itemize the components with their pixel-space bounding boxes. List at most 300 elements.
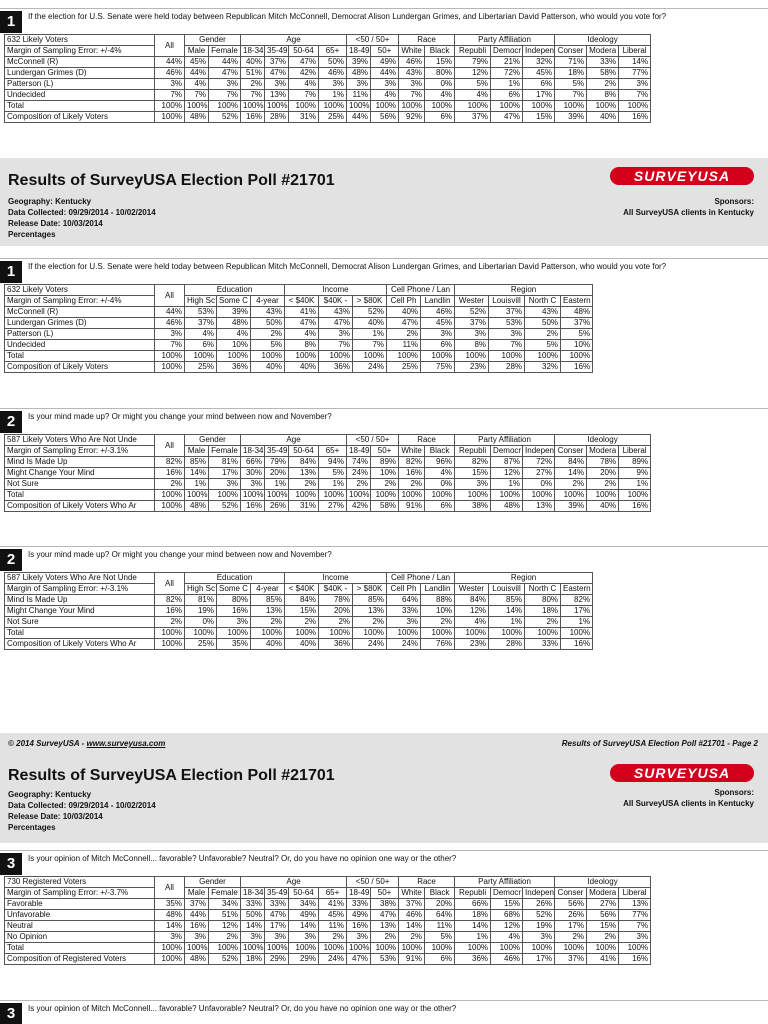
table-cell: 42%: [347, 501, 371, 512]
group-header: Ideology: [555, 35, 651, 46]
table-cell: 53%: [185, 307, 217, 318]
table-cell: 85%: [185, 457, 209, 468]
table-cell: 24%: [387, 639, 421, 650]
table-cell: 48%: [217, 318, 251, 329]
table-cell: 100%: [155, 943, 185, 954]
table-cell: 100%: [319, 628, 353, 639]
column-header: 18-34: [241, 446, 265, 457]
table-cell: 80%: [425, 68, 455, 79]
table-cell: 18%: [525, 606, 561, 617]
table-cell: 26%: [555, 910, 587, 921]
column-header: < $40K: [285, 584, 319, 595]
table-cell: 100%: [425, 490, 455, 501]
table-cell: 1%: [619, 479, 651, 490]
table-cell: 100%: [265, 490, 289, 501]
table-row: [5, 910, 651, 921]
table-row: [5, 490, 651, 501]
group-header-row: [5, 877, 651, 888]
table-cell: 100%: [491, 943, 523, 954]
table-cell: 37%: [185, 318, 217, 329]
table-cell: 80%: [217, 595, 251, 606]
group-header-row: [5, 435, 651, 446]
table-cell: 24%: [347, 468, 371, 479]
page-footer: [0, 733, 768, 755]
table-cell: 48%: [185, 112, 209, 123]
table-cell: 100%: [155, 639, 185, 650]
table-cell: 15%: [425, 57, 455, 68]
table-row: [5, 899, 651, 910]
column-header: Democr: [491, 446, 523, 457]
row-label: Lundergan Grimes (D): [5, 318, 155, 329]
question-text: If the election for U.S. Senate were held today between Republican Mitch McConnell, Democrat Alison Lundergan Grimes, and Libertarian David Patterson, who would you vote for?: [28, 262, 667, 271]
table-cell: 14%: [241, 921, 265, 932]
table-cell: 15%: [491, 899, 523, 910]
table-cell: 100%: [185, 943, 209, 954]
table-cell: 16%: [241, 501, 265, 512]
crosstab-table: [4, 284, 593, 373]
table-cell: 0%: [425, 79, 455, 90]
table-cell: 37%: [455, 318, 489, 329]
group-header: <50 / 50+: [347, 435, 399, 446]
table-cell: 100%: [619, 943, 651, 954]
table-cell: 13%: [371, 921, 399, 932]
group-header: Education: [185, 285, 285, 296]
table-cell: 37%: [555, 954, 587, 965]
column-header: Democr: [491, 888, 523, 899]
base-label: 587 Likely Voters Who Are Not Unde: [5, 435, 155, 446]
table-cell: 39%: [555, 501, 587, 512]
table-row: [5, 932, 651, 943]
table-cell: 100%: [587, 490, 619, 501]
table-row: [5, 943, 651, 954]
poll-meta: [8, 789, 156, 833]
table-cell: 100%: [421, 628, 455, 639]
table-cell: 0%: [425, 479, 455, 490]
table-cell: 14%: [489, 606, 525, 617]
table-cell: 18%: [555, 68, 587, 79]
row-label: Not Sure: [5, 617, 155, 628]
table-cell: 100%: [241, 490, 265, 501]
table-row: [5, 617, 593, 628]
table-cell: 100%: [555, 101, 587, 112]
sponsors-value: All SurveyUSA clients in Kentucky: [623, 799, 754, 808]
moe-label: Margin of Sampling Error: +/-4%: [5, 296, 155, 307]
table-cell: 25%: [319, 112, 347, 123]
column-header: Male: [185, 46, 209, 57]
table-cell: 26%: [265, 501, 289, 512]
table-cell: 100%: [425, 101, 455, 112]
table-cell: 84%: [289, 457, 319, 468]
table-cell: 100%: [399, 490, 425, 501]
table-cell: 100%: [455, 351, 489, 362]
table-cell: 37%: [489, 307, 525, 318]
poll-header-banner: [0, 755, 768, 843]
column-header: Modera: [587, 46, 619, 57]
question-text: Is your mind made up? Or might you change your mind between now and November?: [28, 412, 332, 421]
sponsors-value: All SurveyUSA clients in Kentucky: [623, 208, 754, 217]
table-cell: 100%: [155, 954, 185, 965]
table-cell: 3%: [155, 329, 185, 340]
poll-meta: [8, 196, 156, 240]
table-cell: 1%: [489, 617, 525, 628]
table-cell: 100%: [209, 943, 241, 954]
table-cell: 3%: [371, 79, 399, 90]
table-cell: 3%: [217, 617, 251, 628]
question-header: [0, 546, 768, 570]
table-cell: 24%: [319, 954, 347, 965]
poll-header-banner: [0, 158, 768, 246]
table-cell: 3%: [265, 79, 289, 90]
table-cell: 100%: [209, 101, 241, 112]
group-header: Age: [241, 35, 347, 46]
table-cell: 77%: [619, 910, 651, 921]
table-cell: 76%: [421, 639, 455, 650]
table-cell: 33%: [241, 899, 265, 910]
table-cell: 2%: [371, 479, 399, 490]
table-cell: 2%: [525, 617, 561, 628]
table-cell: 36%: [217, 362, 251, 373]
table-cell: 40%: [353, 318, 387, 329]
table-cell: 47%: [491, 112, 523, 123]
table-cell: 3%: [399, 79, 425, 90]
table-cell: 7%: [319, 340, 353, 351]
geography: Geography: Kentucky: [8, 790, 92, 799]
group-header: Party Affiliation: [455, 35, 555, 46]
base-label: 730 Registered Voters: [5, 877, 155, 888]
table-cell: 3%: [209, 479, 241, 490]
table-cell: 12%: [209, 921, 241, 932]
sponsors-label: Sponsors:: [714, 197, 754, 206]
table-row: [5, 340, 593, 351]
table-cell: 5%: [455, 79, 491, 90]
table-cell: 34%: [209, 899, 241, 910]
table-cell: 3%: [185, 932, 209, 943]
table-cell: 3%: [455, 329, 489, 340]
table-cell: 4%: [185, 329, 217, 340]
table-cell: 78%: [319, 595, 353, 606]
table-cell: 3%: [619, 932, 651, 943]
column-header: 50-64: [289, 446, 319, 457]
table-cell: 9%: [619, 468, 651, 479]
table-cell: 46%: [399, 57, 425, 68]
table-cell: 43%: [251, 307, 285, 318]
table-cell: 2%: [353, 617, 387, 628]
group-header: <50 / 50+: [347, 877, 399, 888]
table-cell: 100%: [319, 101, 347, 112]
table-cell: 8%: [587, 90, 619, 101]
row-label: McConnell (R): [5, 57, 155, 68]
column-header: Wester: [455, 584, 489, 595]
column-header: Black: [425, 46, 455, 57]
surveyusa-logo: [610, 164, 754, 188]
group-header: Gender: [185, 35, 241, 46]
table-cell: 1%: [185, 479, 209, 490]
table-cell: 16%: [619, 954, 651, 965]
row-label: Composition of Likely Voters: [5, 112, 155, 123]
table-cell: 8%: [455, 340, 489, 351]
table-cell: 44%: [155, 57, 185, 68]
group-header: Cell Phone / Lan: [387, 573, 455, 584]
table-cell: 2%: [399, 932, 425, 943]
row-label: Composition of Likely Voters: [5, 362, 155, 373]
table-cell: 43%: [399, 68, 425, 79]
table-cell: 66%: [455, 899, 491, 910]
table-cell: 40%: [285, 362, 319, 373]
table-cell: 100%: [587, 943, 619, 954]
table-cell: 84%: [555, 457, 587, 468]
table-cell: 100%: [387, 628, 421, 639]
table-cell: 3%: [489, 329, 525, 340]
table-cell: 44%: [347, 112, 371, 123]
table-cell: 3%: [347, 79, 371, 90]
table-cell: 16%: [155, 468, 185, 479]
table-cell: 79%: [455, 57, 491, 68]
table-cell: 7%: [619, 90, 651, 101]
table-cell: 14%: [155, 921, 185, 932]
table-cell: 3%: [347, 932, 371, 943]
table-cell: 11%: [387, 340, 421, 351]
group-header: Income: [285, 573, 387, 584]
table-cell: 2%: [347, 479, 371, 490]
group-header: Party Affiliation: [455, 435, 555, 446]
group-header: Race: [399, 877, 455, 888]
column-header: Black: [425, 446, 455, 457]
surveyusa-link[interactable]: www.surveyusa.com: [86, 739, 166, 748]
table-cell: 49%: [347, 910, 371, 921]
table-cell: 13%: [265, 90, 289, 101]
table-cell: 41%: [285, 307, 319, 318]
table-cell: 100%: [155, 490, 185, 501]
table-cell: 16%: [399, 468, 425, 479]
table-cell: 48%: [561, 307, 593, 318]
question-header: [0, 1000, 768, 1024]
column-header: Eastern: [561, 584, 593, 595]
table-row: [5, 595, 593, 606]
table-cell: 2%: [555, 479, 587, 490]
table-cell: 100%: [155, 501, 185, 512]
column-header: Louisvill: [489, 296, 525, 307]
column-header: Eastern: [561, 296, 593, 307]
table-cell: 2%: [251, 329, 285, 340]
column-header: 18-49: [347, 888, 371, 899]
table-cell: 40%: [587, 112, 619, 123]
table-cell: 47%: [371, 910, 399, 921]
table-cell: 17%: [265, 921, 289, 932]
table-cell: 78%: [587, 457, 619, 468]
question-number: 1: [0, 261, 22, 283]
table-cell: 2%: [155, 617, 185, 628]
column-header: 65+: [319, 446, 347, 457]
crosstab-table: [4, 434, 651, 512]
table-cell: 75%: [421, 362, 455, 373]
all-header: All: [155, 35, 185, 57]
table-cell: 100%: [185, 628, 217, 639]
row-label: Mind Is Made Up: [5, 595, 155, 606]
question-text: Is your opinion of Mitch McConnell... favorable? Unfavorable? Neutral? Or, do you have no opinion one way or the other?: [28, 854, 457, 863]
table-cell: 81%: [209, 457, 241, 468]
table-cell: 7%: [241, 90, 265, 101]
table-cell: 5%: [425, 932, 455, 943]
table-cell: 2%: [587, 479, 619, 490]
table-cell: 36%: [455, 954, 491, 965]
table-cell: 13%: [289, 468, 319, 479]
table-cell: 4%: [425, 90, 455, 101]
table-cell: 18%: [241, 954, 265, 965]
group-header: Race: [399, 35, 455, 46]
table-cell: 44%: [185, 910, 209, 921]
row-label: Composition of Likely Voters Who Ar: [5, 639, 155, 650]
table-cell: 56%: [555, 899, 587, 910]
table-row: [5, 101, 651, 112]
table-cell: 52%: [209, 112, 241, 123]
table-cell: 7%: [155, 340, 185, 351]
table-cell: 33%: [387, 606, 421, 617]
base-label: 632 Likely Voters: [5, 35, 155, 46]
table-cell: 40%: [285, 639, 319, 650]
column-header: Modera: [587, 888, 619, 899]
table-cell: 100%: [353, 351, 387, 362]
table-cell: 37%: [455, 112, 491, 123]
table-cell: 17%: [209, 468, 241, 479]
table-cell: 2%: [399, 479, 425, 490]
table-cell: 84%: [285, 595, 319, 606]
table-cell: 0%: [185, 617, 217, 628]
surveyusa-logo: [610, 761, 754, 785]
table-cell: 89%: [619, 457, 651, 468]
group-header: Gender: [185, 435, 241, 446]
column-header: North C: [525, 296, 561, 307]
table-cell: 52%: [523, 910, 555, 921]
table-cell: 47%: [289, 57, 319, 68]
table-cell: 100%: [523, 101, 555, 112]
table-cell: 100%: [525, 351, 561, 362]
table-cell: 100%: [491, 101, 523, 112]
crosstab-table: [4, 34, 651, 123]
crosstab-table: [4, 572, 593, 650]
table-cell: 32%: [523, 57, 555, 68]
row-label: McConnell (R): [5, 307, 155, 318]
table-cell: 91%: [399, 954, 425, 965]
table-cell: 16%: [619, 112, 651, 123]
table-cell: 3%: [155, 932, 185, 943]
table-cell: 46%: [491, 954, 523, 965]
question-header: [0, 258, 768, 282]
table-cell: 0%: [523, 479, 555, 490]
table-cell: 3%: [155, 79, 185, 90]
column-header: 18-49: [347, 446, 371, 457]
table-cell: 20%: [587, 468, 619, 479]
table-cell: 12%: [491, 921, 523, 932]
table-cell: 2%: [155, 479, 185, 490]
row-label: Total: [5, 490, 155, 501]
table-cell: 16%: [347, 921, 371, 932]
table-cell: 100%: [523, 943, 555, 954]
table-cell: 100%: [489, 628, 525, 639]
column-header-row: [5, 46, 651, 57]
column-header: Cell Ph: [387, 584, 421, 595]
table-cell: 12%: [455, 606, 489, 617]
table-cell: 51%: [209, 910, 241, 921]
column-header: Louisvill: [489, 584, 525, 595]
column-header: Conser: [555, 888, 587, 899]
column-header: Male: [185, 888, 209, 899]
table-row: [5, 606, 593, 617]
table-cell: 12%: [491, 468, 523, 479]
table-cell: 3%: [265, 932, 289, 943]
table-cell: 2%: [371, 932, 399, 943]
column-header-row: [5, 296, 593, 307]
table-cell: 47%: [319, 318, 353, 329]
table-cell: 94%: [319, 457, 347, 468]
table-row: [5, 318, 593, 329]
table-cell: 45%: [523, 68, 555, 79]
table-cell: 100%: [455, 490, 491, 501]
table-cell: 100%: [455, 101, 491, 112]
table-cell: 100%: [155, 101, 185, 112]
column-header: Indepen: [523, 46, 555, 57]
table-cell: 47%: [209, 68, 241, 79]
table-cell: 81%: [185, 595, 217, 606]
table-cell: 18%: [455, 910, 491, 921]
table-cell: 47%: [265, 910, 289, 921]
table-cell: 37%: [399, 899, 425, 910]
table-cell: 1%: [561, 617, 593, 628]
group-header: Party Affiliation: [455, 877, 555, 888]
table-row: [5, 362, 593, 373]
question-header: [0, 8, 768, 32]
table-cell: 100%: [371, 101, 399, 112]
table-cell: 29%: [289, 954, 319, 965]
table-cell: 2%: [421, 617, 455, 628]
table-cell: 100%: [371, 490, 399, 501]
table-cell: 42%: [289, 68, 319, 79]
table-cell: 23%: [455, 362, 489, 373]
row-label: Patterson (L): [5, 79, 155, 90]
table-cell: 100%: [289, 490, 319, 501]
table-cell: 100%: [421, 351, 455, 362]
sponsors-label: Sponsors:: [714, 788, 754, 797]
column-header: Landlin: [421, 296, 455, 307]
table-cell: 3%: [241, 479, 265, 490]
column-header: > $80K: [353, 584, 387, 595]
table-cell: 58%: [371, 501, 399, 512]
table-cell: 100%: [489, 351, 525, 362]
table-row: [5, 329, 593, 340]
table-cell: 51%: [241, 68, 265, 79]
group-header-row: [5, 285, 593, 296]
column-header: 65+: [319, 46, 347, 57]
table-cell: 27%: [587, 899, 619, 910]
table-cell: 23%: [455, 639, 489, 650]
column-header: 18-34: [241, 888, 265, 899]
table-cell: 6%: [185, 340, 217, 351]
table-cell: 52%: [455, 307, 489, 318]
column-header: Conser: [555, 446, 587, 457]
column-header: Some C: [217, 296, 251, 307]
column-header: > $80K: [353, 296, 387, 307]
table-cell: 100%: [555, 943, 587, 954]
table-cell: 31%: [289, 112, 319, 123]
column-header: Republi: [455, 446, 491, 457]
column-header: White: [399, 888, 425, 899]
table-cell: 16%: [561, 362, 593, 373]
table-cell: 7%: [185, 90, 209, 101]
row-label: Not Sure: [5, 479, 155, 490]
column-header: White: [399, 446, 425, 457]
crosstab-table: [4, 876, 651, 965]
table-cell: 100%: [399, 943, 425, 954]
table-cell: 4%: [285, 329, 319, 340]
